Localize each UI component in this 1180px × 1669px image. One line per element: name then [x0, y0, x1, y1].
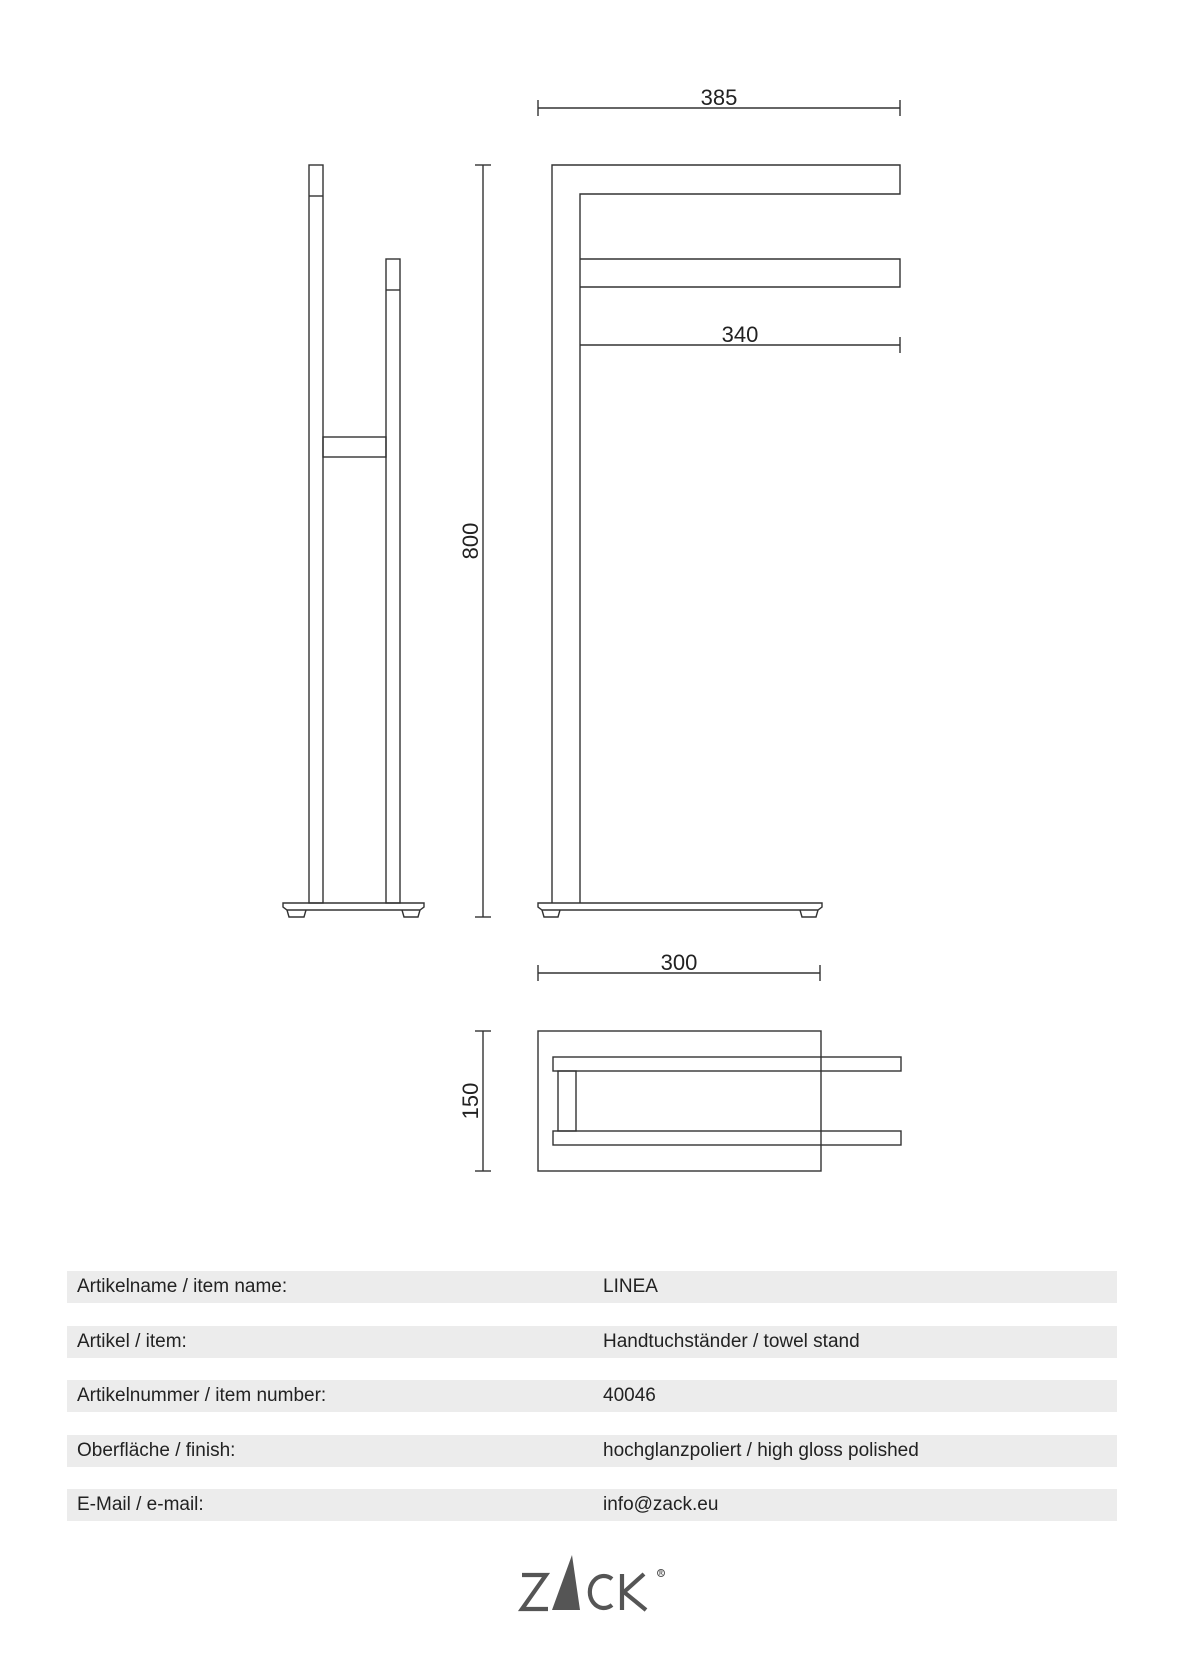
base-depth-label: 150 [458, 1082, 483, 1120]
front-foot-left [542, 910, 560, 917]
base-depth-dimension [458, 1031, 491, 1171]
spec-label: Artikelnummer / item number: [77, 1385, 327, 1406]
zack-logo [510, 1548, 680, 1618]
side-short-post [386, 259, 400, 903]
bar-length-label: 340 [721, 322, 759, 347]
spec-value: 40046 [603, 1385, 656, 1406]
spec-row-item [67, 1326, 1117, 1358]
logo-letter-k [622, 1574, 646, 1610]
spec-value: info@zack.eu [603, 1494, 719, 1515]
spec-row-email [67, 1489, 1117, 1521]
top-view-post [558, 1071, 576, 1131]
logo-letter-c [590, 1576, 612, 1608]
front-post-with-top-arm [552, 165, 900, 903]
spec-label: E-Mail / e-mail: [77, 1494, 204, 1515]
bar-length-dimension [580, 322, 900, 353]
base-width-label: 300 [660, 950, 698, 975]
side-cross-bar [323, 437, 386, 457]
top-view [538, 1031, 901, 1171]
top-width-dimension [538, 85, 900, 116]
side-foot-left [287, 910, 306, 917]
spec-value: Handtuchständer / towel stand [603, 1331, 860, 1352]
front-view [538, 85, 900, 917]
logo-letter-a [552, 1555, 580, 1610]
side-foot-right [402, 910, 420, 917]
side-base-plate [283, 903, 424, 910]
logo-letter-z [522, 1575, 548, 1609]
height-dimension [458, 165, 491, 917]
spec-value: hochglanzpoliert / high gloss polished [603, 1440, 919, 1461]
spec-label: Artikel / item: [77, 1331, 187, 1352]
spec-label: Oberfläche / finish: [77, 1440, 236, 1461]
spec-row-item-number [67, 1380, 1117, 1412]
top-view-base-plate [538, 1031, 821, 1171]
top-width-label: 385 [700, 85, 738, 110]
spec-value: LINEA [603, 1276, 658, 1297]
front-foot-right [800, 910, 818, 917]
top-view-lower-arm [553, 1131, 901, 1145]
top-view-upper-arm [553, 1057, 901, 1071]
front-base-plate [538, 903, 822, 910]
spec-row-item-name [67, 1271, 1117, 1303]
side-tall-post [309, 165, 323, 903]
spec-row-finish [67, 1435, 1117, 1467]
spec-label: Artikelname / item name: [77, 1276, 288, 1297]
side-view [283, 165, 424, 917]
base-width-dimension [538, 950, 820, 981]
front-second-arm [580, 259, 900, 287]
height-dimension-label: 800 [458, 522, 483, 560]
